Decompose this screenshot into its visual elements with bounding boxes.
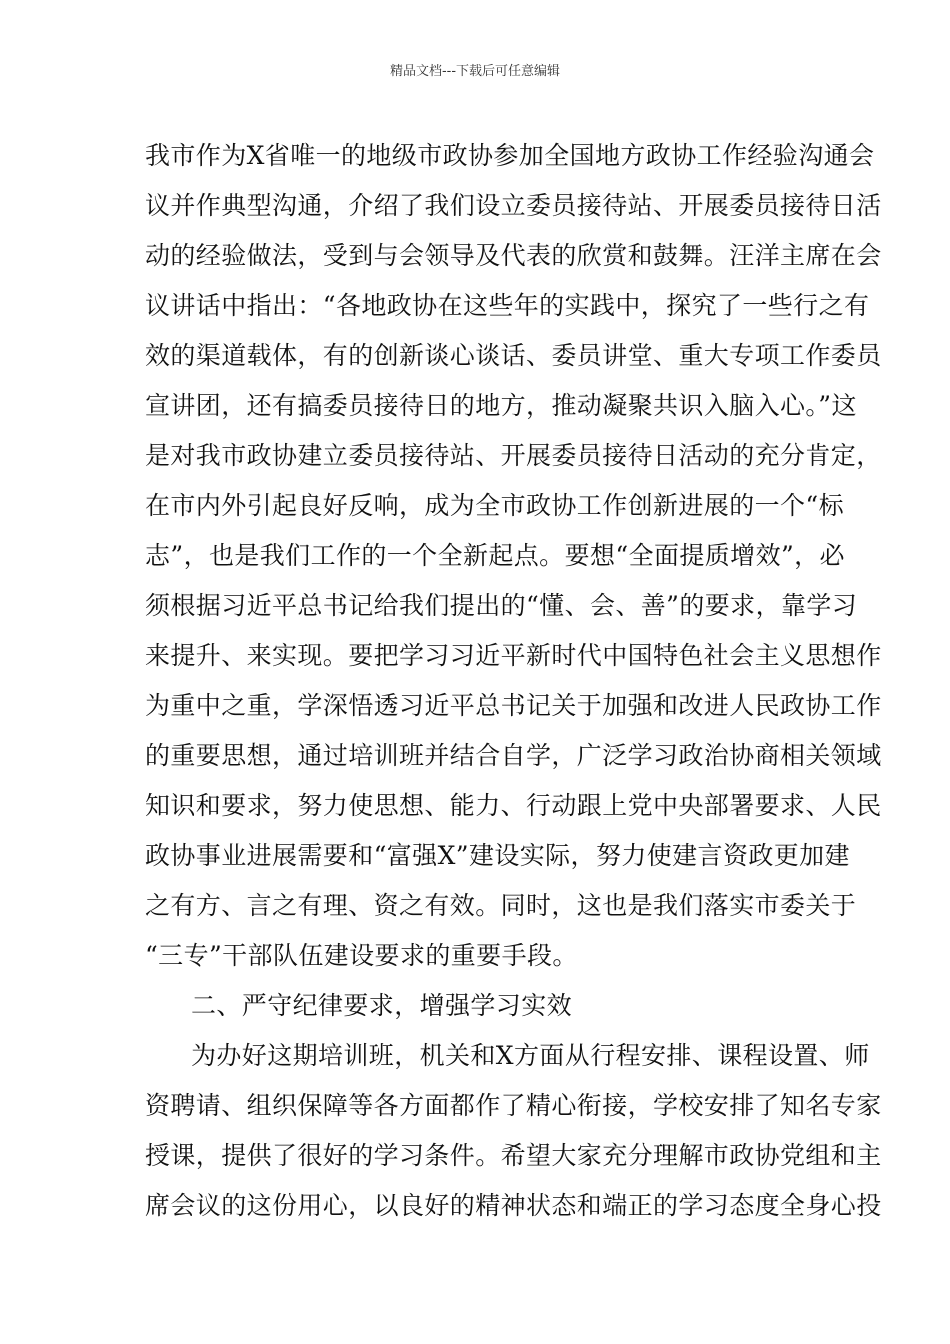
body-line: 之有方、言之有理、资之有效。同时，这也是我们落实市委关于 — [145, 891, 857, 920]
body-line: 议并作典型沟通，介绍了我们设立委员接待站、开展委员接待日活 — [145, 191, 882, 220]
body-line: 政协事业进展需要和“富强X”建设实际，努力使建言资政更加建 — [145, 841, 850, 870]
body-line: 的重要思想，通过培训班并结合自学，广泛学习政治协商相关领域 — [145, 741, 882, 770]
body-line: 宣讲团，还有搞委员接待日的地方，推动凝聚共识入脑入心。”这 — [145, 391, 857, 420]
document-body — [145, 131, 882, 1231]
body-line: 效的渠道载体，有的创新谈心谈话、委员讲堂、重大专项工作委员 — [145, 341, 882, 370]
body-line: 资聘请、组织保障等各方面都作了精心衔接，学校安排了知名专家 — [145, 1091, 882, 1120]
body-line: 志”，也是我们工作的一个全新起点。要想“全面提质增效”，必 — [145, 541, 845, 570]
body-line: 议讲话中指出：“各地政协在这些年的实践中，探究了一些行之有 — [145, 291, 870, 320]
body-line: 席会议的这份用心，以良好的精神状态和端正的学习态度全身心投 — [145, 1191, 882, 1220]
body-line: 动的经验做法，受到与会领导及代表的欣赏和鼓舞。汪洋主席在会 — [145, 241, 882, 270]
body-line: “三专”干部队伍建设要求的重要手段。 — [145, 941, 578, 970]
body-line: 我市作为X省唯一的地级市政协参加全国地方政协工作经验沟通会 — [145, 141, 875, 170]
body-line: 是对我市政协建立委员接待站、开展委员接待日活动的充分肯定， — [145, 441, 882, 470]
body-line: 知识和要求，努力使思想、能力、行动跟上党中央部署要求、人民 — [145, 791, 882, 820]
body-line: 须根据习近平总书记给我们提出的“懂、会、善”的要求，靠学习 — [145, 591, 858, 620]
section-heading: 二、严守纪律要求，增强学习实效 — [191, 991, 573, 1020]
body-line: 在市内外引起良好反响，成为全市政协工作创新进展的一个“标 — [145, 491, 844, 520]
body-line: 授课，提供了很好的学习条件。希望大家充分理解市政协党组和主 — [145, 1141, 882, 1170]
body-line: 来提升、来实现。要把学习习近平新时代中国特色社会主义思想作 — [145, 641, 882, 670]
body-line: 为重中之重，学深悟透习近平总书记关于加强和改进人民政协工作 — [145, 691, 882, 720]
page-header: 精品文档---下载后可任意编辑 — [389, 64, 561, 79]
paragraph-first-line: 为办好这期培训班，机关和X方面从行程安排、课程设置、师 — [191, 1041, 870, 1070]
